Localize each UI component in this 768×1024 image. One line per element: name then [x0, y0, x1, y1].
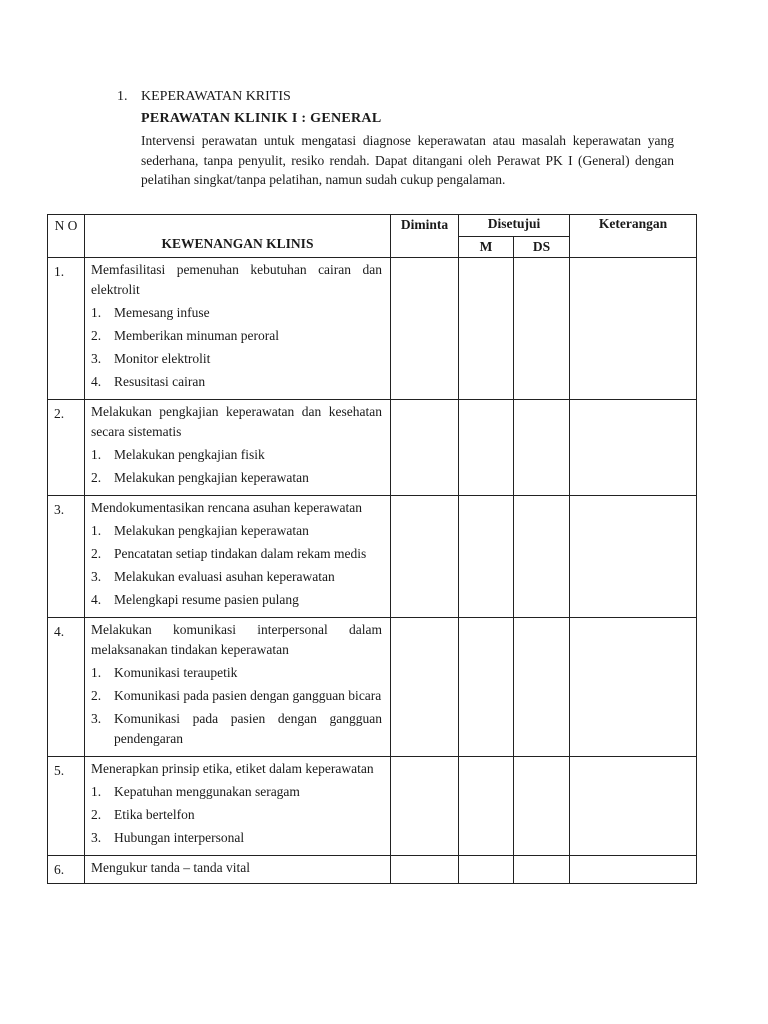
keterangan-cell[interactable] [570, 757, 697, 856]
sub-competency-list [91, 663, 382, 749]
list-item-number: 3. [91, 711, 102, 726]
row-number: 3. [48, 496, 85, 618]
list-item [91, 590, 382, 610]
list-item-number: 2. [91, 470, 102, 485]
sub-competency-list [91, 445, 382, 488]
disetujui-ds-cell[interactable] [514, 757, 570, 856]
competency-cell [85, 618, 391, 757]
list-item-number: 2. [91, 807, 102, 822]
disetujui-ds-cell[interactable] [514, 400, 570, 496]
list-item [91, 445, 382, 465]
row-number: 2. [48, 400, 85, 496]
diminta-cell[interactable] [391, 400, 459, 496]
keterangan-cell[interactable] [570, 856, 697, 884]
list-item [91, 521, 382, 541]
header-ds: DS [514, 237, 570, 258]
list-item [91, 468, 382, 488]
list-item [91, 544, 382, 564]
diminta-cell[interactable] [391, 618, 459, 757]
disetujui-m-cell[interactable] [459, 757, 514, 856]
list-item-number: 4. [91, 374, 102, 389]
disetujui-ds-cell[interactable] [514, 856, 570, 884]
disetujui-ds-cell[interactable] [514, 496, 570, 618]
disetujui-m-cell[interactable] [459, 258, 514, 400]
table-body [48, 258, 697, 884]
list-item-text: Melakukan pengkajian fisik [114, 447, 265, 462]
list-item-text: Memesang infuse [114, 305, 210, 320]
list-item-text: Melakukan pengkajian keperawatan [114, 523, 309, 538]
list-item-number: 2. [91, 546, 102, 561]
diminta-cell[interactable] [391, 258, 459, 400]
list-item-number: 1. [91, 523, 102, 538]
competency-title: Mengukur tanda – tanda vital [91, 860, 250, 875]
list-item-text: Kepatuhan menggunakan seragam [114, 784, 300, 799]
list-item-text: Etika bertelfon [114, 807, 195, 822]
table-row [48, 856, 697, 884]
disetujui-m-cell[interactable] [459, 496, 514, 618]
competency-title: Menerapkan prinsip etika, etiket dalam keperawatan [91, 761, 374, 776]
list-item-text: Melakukan pengkajian keperawatan [114, 470, 309, 485]
list-item-number: 3. [91, 830, 102, 845]
list-item-number: 2. [91, 328, 102, 343]
header-diminta: Diminta [391, 215, 459, 258]
list-item [91, 828, 382, 848]
list-item-text: Monitor elektrolit [114, 351, 211, 366]
header-keterangan: Keterangan [570, 215, 697, 258]
list-item-text: Resusitasi cairan [114, 374, 206, 389]
header-no: N O [48, 215, 85, 258]
list-item [91, 709, 382, 749]
list-item-text: Melakukan evaluasi asuhan keperawatan [114, 569, 335, 584]
section-intro: Intervensi perawatan untuk mengatasi diagnose keperawatan atau masalah keperawatan yang sederhana, tanpa penyulit, resiko rendah. Dapat ditangani oleh Perawat PK I (General) dengan pelatihan singkat/tanpa pelatihan, namun sudah cukup pengalaman. [141, 133, 674, 187]
competency-title: Melakukan pengkajian keperawatan dan kesehatan secara sistematis [91, 404, 382, 439]
list-item [91, 805, 382, 825]
list-item [91, 782, 382, 802]
list-item-number: 1. [91, 665, 102, 680]
list-item [91, 567, 382, 587]
competency-cell [85, 856, 391, 884]
competency-title: Memfasilitasi pemenuhan kebutuhan cairan dan elektrolit [91, 262, 382, 297]
disetujui-ds-cell[interactable] [514, 258, 570, 400]
header-m: M [459, 237, 514, 258]
disetujui-ds-cell[interactable] [514, 618, 570, 757]
list-item-number: 3. [91, 351, 102, 366]
list-item [91, 303, 382, 323]
table-row [48, 618, 697, 757]
table-row [48, 400, 697, 496]
sub-competency-list [91, 782, 382, 848]
list-item-text: Hubungan interpersonal [114, 830, 245, 845]
row-number: 1. [48, 258, 85, 400]
list-item [91, 663, 382, 683]
section-title: KEPERAWATAN KRITIS [141, 89, 291, 104]
list-item-number: 4. [91, 592, 102, 607]
section-number: 1. [117, 89, 128, 104]
list-item-text: Komunikasi pada pasien dengan gangguan pendengaran [114, 711, 382, 746]
diminta-cell[interactable] [391, 496, 459, 618]
competency-cell [85, 496, 391, 618]
keterangan-cell[interactable] [570, 496, 697, 618]
row-number: 5. [48, 757, 85, 856]
sub-competency-list [91, 303, 382, 392]
list-item-number: 1. [91, 447, 102, 462]
competency-title: Melakukan komunikasi interpersonal dalam melaksanakan tindakan keperawatan [91, 622, 382, 657]
competency-cell [85, 258, 391, 400]
list-item [91, 349, 382, 369]
list-item-text: Komunikasi teraupetik [114, 665, 238, 680]
list-item-text: Memberikan minuman peroral [114, 328, 279, 343]
section-subtitle: PERAWATAN KLINIK I : GENERAL [141, 111, 382, 126]
diminta-cell[interactable] [391, 856, 459, 884]
list-item [91, 326, 382, 346]
keterangan-cell[interactable] [570, 618, 697, 757]
diminta-cell[interactable] [391, 757, 459, 856]
competency-title: Mendokumentasikan rencana asuhan keperawatan [91, 500, 363, 515]
competency-table [47, 214, 697, 884]
list-item-text: Komunikasi pada pasien dengan gangguan bicara [114, 688, 382, 703]
row-number: 6. [48, 856, 85, 884]
disetujui-m-cell[interactable] [459, 856, 514, 884]
section-heading [117, 88, 291, 105]
list-item-text: Pencatatan setiap tindakan dalam rekam medis [114, 546, 367, 561]
table-row [48, 757, 697, 856]
competency-cell [85, 400, 391, 496]
disetujui-m-cell[interactable] [459, 400, 514, 496]
disetujui-m-cell[interactable] [459, 618, 514, 757]
keterangan-cell[interactable] [570, 258, 697, 400]
list-item-number: 1. [91, 305, 102, 320]
list-item [91, 686, 382, 706]
table-row [48, 258, 697, 400]
list-item-number: 2. [91, 688, 102, 703]
competency-cell [85, 757, 391, 856]
list-item [91, 372, 382, 392]
keterangan-cell[interactable] [570, 400, 697, 496]
row-number: 4. [48, 618, 85, 757]
list-item-text: Melengkapi resume pasien pulang [114, 592, 299, 607]
list-item-number: 1. [91, 784, 102, 799]
header-kewenangan: KEWENANGAN KLINIS [85, 215, 391, 258]
header-disetujui: Disetujui [459, 215, 570, 237]
sub-competency-list [91, 521, 382, 610]
list-item-number: 3. [91, 569, 102, 584]
table-row [48, 496, 697, 618]
